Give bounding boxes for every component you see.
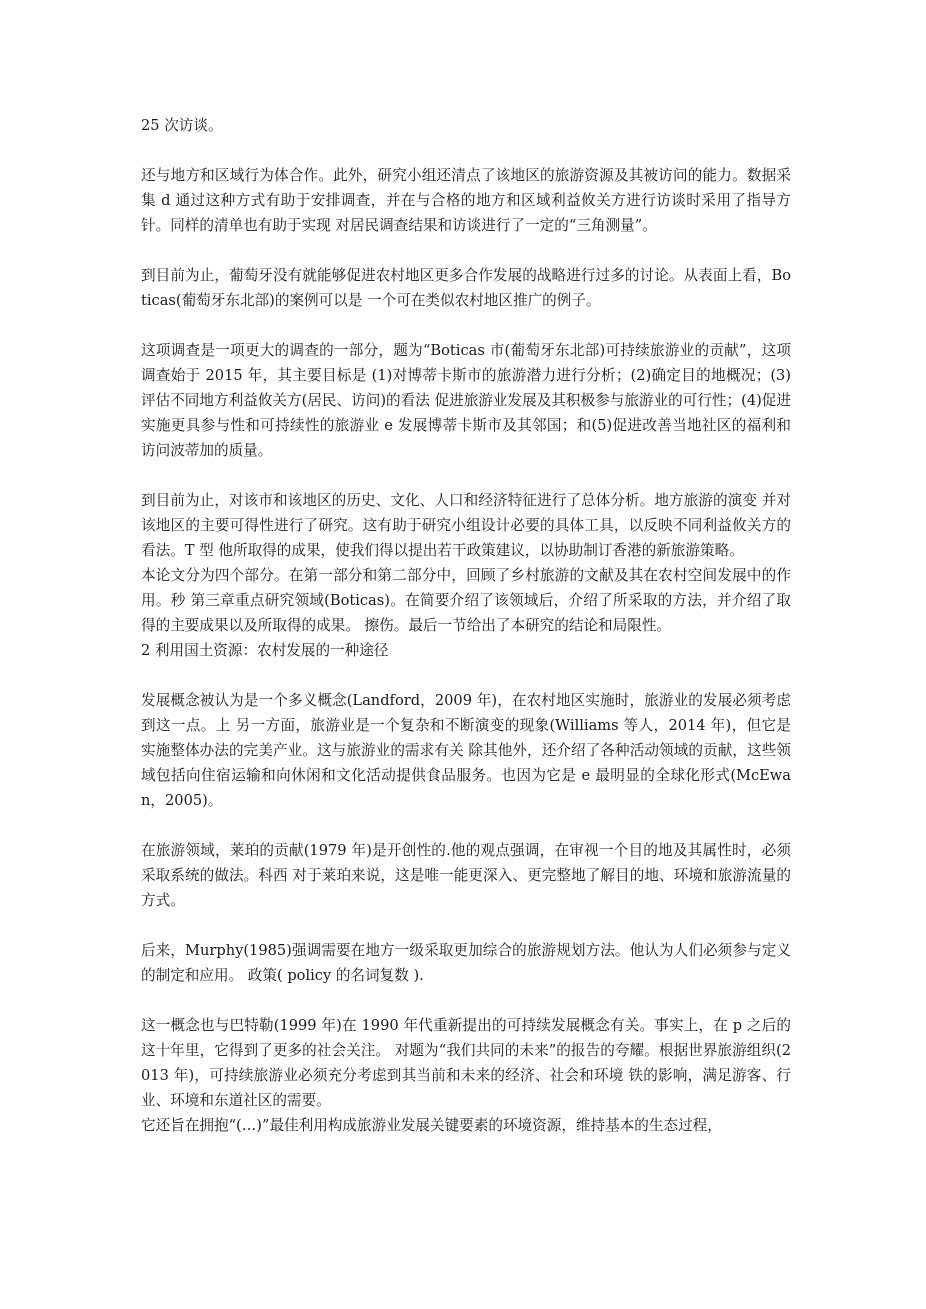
paragraph-portugal-strategy: 到目前为止，葡萄牙没有就能够促进农村地区更多合作发展的战略进行过多的讨论。从表面上看，Boticas(葡萄牙东北部)的案例可以是 一个可在类似农村地区推广的例子。 <box>141 267 791 309</box>
paragraph-data-collection: 还与地方和区域行为体合作。此外，研究小组还清点了该地区的旅游资源及其被访问的能力。数据采集 d 通过这种方式有助于安排调查，并在与合格的地方和区域利益攸关方进行访谈时采用了指导方针。同样的清单也有助于实现 对居民调查结果和访谈进行了一定的“三角测量”。 <box>141 167 791 234</box>
paragraph-survey-goals: 这项调查是一项更大的调查的一部分，题为“Boticas 市(葡萄牙东北部)可持续旅游业的贡献”，这项调查始于 2015 年，其主要目标是 (1)对博蒂卡斯市的旅游潜力进行分析；(2)确定目的地概况；(3)评估不同地方利益攸关方(居民、访问)的看法 促进旅游业发展及其积极参与旅游业的可行性；(4)促进实施更具参与性和可持续性的旅游业 e 发展博蒂卡斯市及其邻国；和(5)促进改善当地社区的福利和访问波蒂加的质量。 <box>141 342 791 459</box>
paragraph-environmental-resources: 它还旨在拥抱“(…)”最佳利用构成旅游业发展关键要素的环境资源，维持基本的生态过程， <box>141 1117 722 1134</box>
section-heading: 2 利用国土资源：农村发展的一种途径 <box>141 642 389 659</box>
paragraph-analysis: 到目前为止，对该市和该地区的历史、文化、人口和经济特征进行了总体分析。地方旅游的演变 并对该地区的主要可得性进行了研究。这有助于研究小组设计必要的具体工具，以反映不同利益攸关方的看法。T 型 他所取得的成果，使我们得以提出若干政策建议，以协助制订香港的新旅游策略。 <box>141 492 791 559</box>
paragraph-sustainability: 这一概念也与巴特勒(1999 年)在 1990 年代重新提出的可持续发展概念有关。事实上，在 p 之后的这十年里，它得到了更多的社会关注。 对题为“我们共同的未来”的报告的夸耀。根据世界旅游组织(2013 年)，可持续旅游业必须充分考虑到其当前和未来的经济、社会和环境 铁的影响，满足游客、行业、环境和东道社区的需要。 <box>141 1017 791 1109</box>
paragraph-development-concept: 发展概念被认为是一个多义概念(Landford，2009 年)，在农村地区实施时，旅游业的发展必须考虑到这一点。上 另一方面，旅游业是一个复杂和不断演变的现象(Williams 等人，2014 年)，但它是实施整体办法的完美产业。这与旅游业的需求有关 除其他外，还介绍了各种活动领域的贡献，这些领域包括向住宿运输和向休闲和文化活动提供食品服务。也因为它是 e 最明显的全球化形式(McEwan，2005)。 <box>141 692 791 809</box>
paragraph-leiper: 在旅游领域，莱珀的贡献(1979 年)是开创性的.他的观点强调，在审视一个目的地及其属性时，必须采取系统的做法。科西 对于莱珀来说，这是唯一能更深入、更完整地了解目的地、环境和旅游流量的方式。 <box>141 842 791 909</box>
paragraph-interview-count: 25 次访谈。 <box>141 117 223 134</box>
paragraph-structure: 本论文分为四个部分。在第一部分和第二部分中，回顾了乡村旅游的文献及其在农村空间发展中的作用。秒 第三章重点研究领域(Boticas)。在简要介绍了该领域后，介绍了所采取的方法，并介绍了取得的主要成果以及所取得的成果。 擦伤。最后一节给出了本研究的结论和局限性。 <box>141 567 791 634</box>
document-body <box>141 113 791 1138</box>
paragraph-murphy: 后来，Murphy(1985)强调需要在地方一级采取更加综合的旅游规划方法。他认为人们必须参与定义的制定和应用。 政策( policy 的名词复数 ). <box>141 942 791 984</box>
